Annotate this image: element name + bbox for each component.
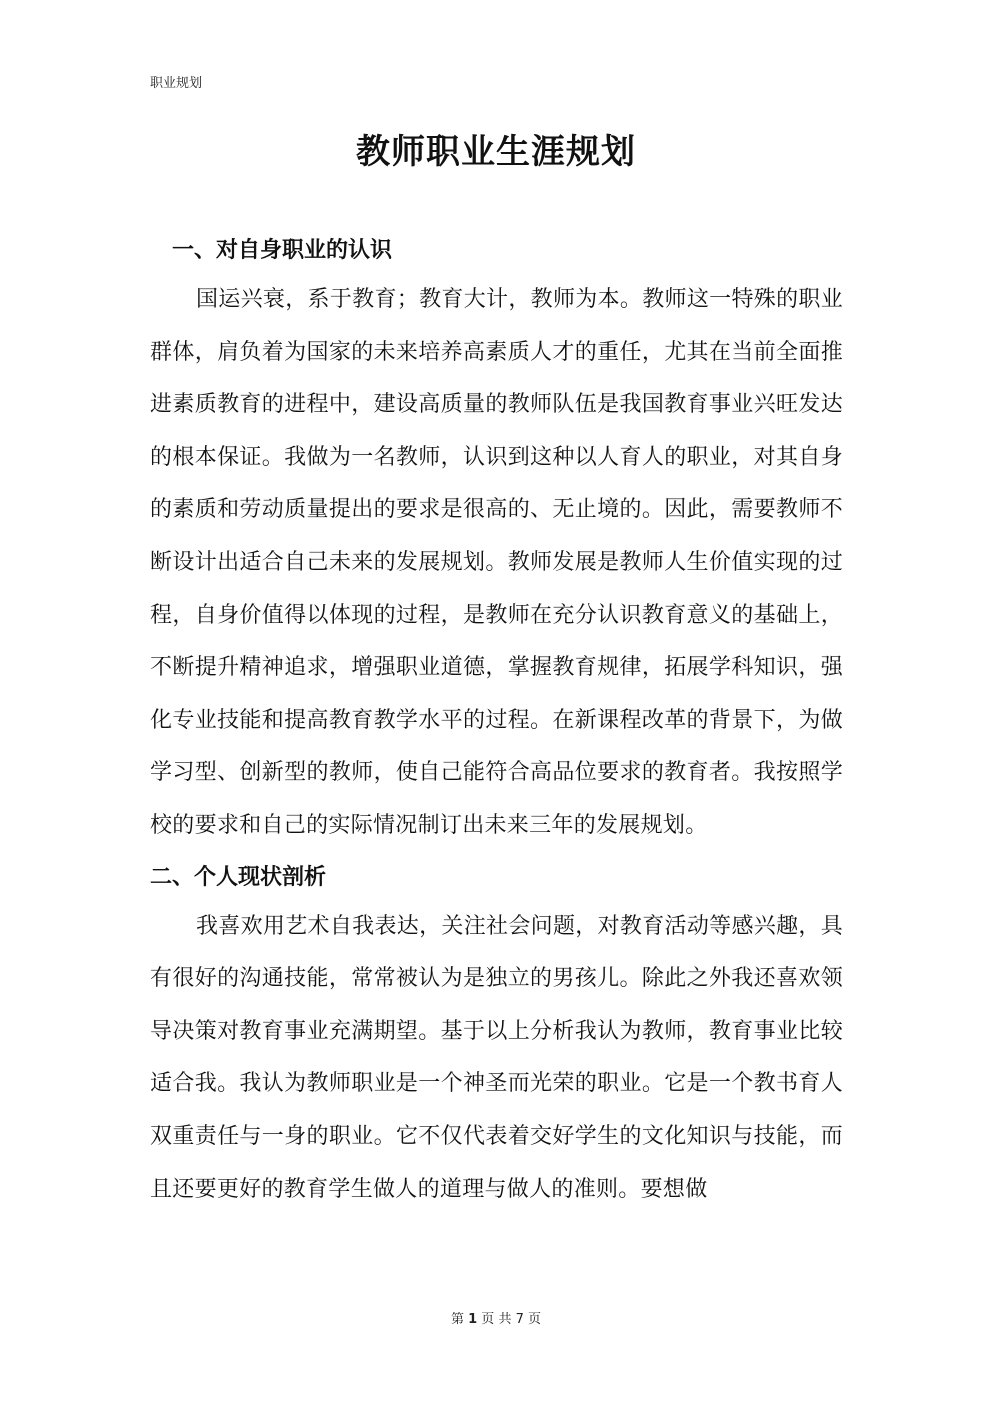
footer-total-pages: 7 [515, 1312, 524, 1327]
document-body [150, 226, 843, 1216]
footer-total-label: 共 [498, 1312, 512, 1327]
section-paragraph-2: 我喜欢用艺术自我表达，关注社会问题，对教育活动等感兴趣，具有很好的沟通技能，常常被认为是独立的男孩儿。除此之外我还喜欢领导决策对教育事业充满期望。基于以上分析我认为教师，教育事业比较适合我。我认为教师职业是一个神圣而光荣的职业。它是一个教书育人双重责任与一身的职业。它不仅代表着交好学生的文化知识与技能，而且还要更好的教育学生做人的道理与做人的准则。要想做 [150, 913, 843, 1202]
page-footer [0, 1308, 992, 1327]
document-title: 教师职业生涯规划 [356, 132, 636, 172]
section-heading-2: 二、个人现状剖析 [150, 863, 327, 890]
footer-page-unit: 页 [481, 1312, 495, 1327]
footer-page-label: 第 [450, 1312, 464, 1327]
section-heading-1: 一、对自身职业的认识 [172, 237, 393, 263]
running-header: 职业规划 [150, 76, 203, 91]
footer-current-page: 1 [468, 1312, 478, 1327]
footer-total-unit: 页 [528, 1312, 542, 1327]
section-paragraph-1: 国运兴衰，系于教育；教育大计，教师为本。教师这一特殊的职业群体，肩负着为国家的未来培养高素质人才的重任，尤其在当前全面推进素质教育的进程中，建设高质量的教师队伍是我国教育事业兴旺发达的根本保证。我做为一名教师，认识到这种以人育人的职业，对其自身的素质和劳动质量提出的要求是很高的、无止境的。因此，需要教师不断设计出适合自己未来的发展规划。教师发展是教师人生价值实现的过程，自身价值得以体现的过程，是教师在充分认识教育意义的基础上，不断提升精神追求，增强职业道德，掌握教育规律，拓展学科知识，强化专业技能和提高教育教学水平的过程。在新课程改革的背景下，为做学习型、创新型的教师，使自己能符合高品位要求的教育者。我按照学校的要求和自己的实际情况制订出未来三年的发展规划。 [150, 287, 843, 838]
